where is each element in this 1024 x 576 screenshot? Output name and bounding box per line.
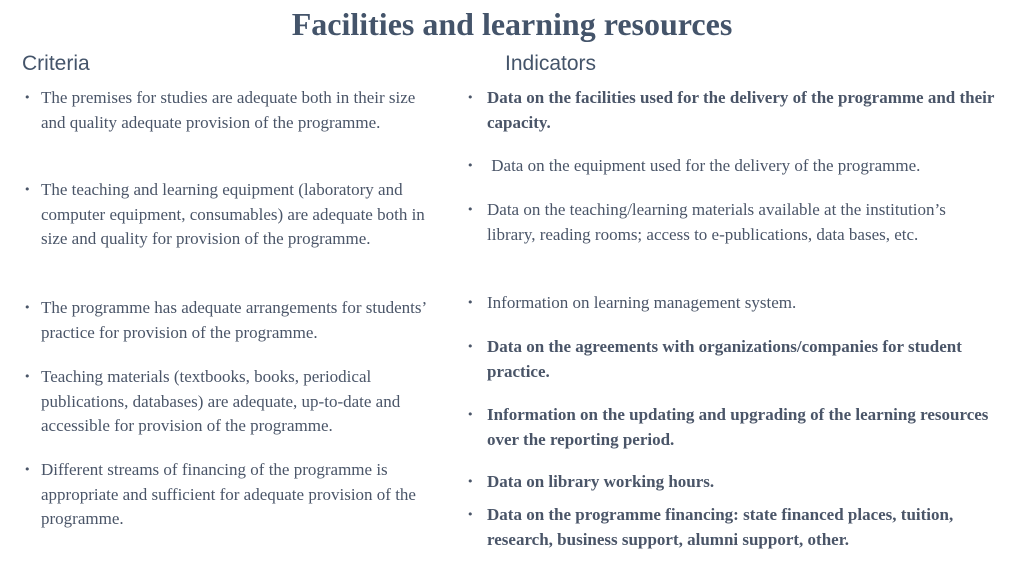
- page-title: Facilities and learning resources: [291, 6, 733, 42]
- bullet-icon: •: [467, 475, 474, 488]
- bullet-icon: •: [24, 463, 31, 476]
- bullet-icon: •: [24, 183, 31, 196]
- bullet-icon: •: [467, 508, 474, 521]
- indicators-heading: Indicators: [505, 52, 597, 75]
- bullet-icon: •: [467, 203, 474, 216]
- indicator-text: Data on library working hours.: [487, 472, 715, 491]
- bullet-icon: •: [467, 91, 474, 104]
- indicator-text: Data on the agreements with organizations/companies for student practice.: [487, 337, 962, 381]
- bullet-icon: •: [24, 91, 31, 104]
- indicator-text: Data on the programme financing: state financed places, tuition, research, business support, alumni support, other.: [487, 505, 954, 549]
- indicator-item: [467, 503, 997, 552]
- indicator-item: [467, 198, 997, 247]
- bullet-icon: •: [467, 159, 474, 172]
- criteria-text: Teaching materials (textbooks, books, periodical publications, databases) are adequate, up-to-date and accessible for provision of the programme.: [41, 367, 401, 435]
- indicator-text: Information on learning management system.: [487, 293, 797, 312]
- criteria-text: The premises for studies are adequate both in their size and quality adequate provision of the programme.: [41, 88, 416, 132]
- indicator-text: Information on the updating and upgrading of the learning resources over the reporting period.: [487, 405, 989, 449]
- bullet-icon: •: [467, 340, 474, 353]
- criteria-item: [24, 178, 441, 252]
- criteria-item: [24, 86, 441, 135]
- indicator-item: [467, 470, 997, 495]
- indicator-text: Data on the teaching/learning materials available at the institution’s library, reading rooms; access to e-publications, data bases, etc.: [487, 200, 946, 244]
- indicator-item: [467, 403, 997, 452]
- bullet-icon: •: [467, 296, 474, 309]
- indicator-item: [467, 154, 997, 179]
- indicator-item: [467, 86, 997, 135]
- bullet-icon: •: [24, 301, 31, 314]
- criteria-text: The programme has adequate arrangements for students’ practice for provision of the programme.: [41, 298, 426, 342]
- indicator-text: Data on the facilities used for the delivery of the programme and their capacity.: [487, 88, 995, 132]
- criteria-item: [24, 365, 441, 439]
- criteria-text: The teaching and learning equipment (laboratory and computer equipment, consumables) are adequate both in size and quality for provision of the programme.: [41, 180, 425, 248]
- criteria-item: [24, 458, 441, 532]
- bullet-icon: •: [24, 370, 31, 383]
- indicator-item: [467, 291, 997, 316]
- criteria-item: [24, 296, 441, 345]
- indicator-item: [467, 335, 997, 384]
- criteria-heading: Criteria: [22, 52, 90, 75]
- indicator-text: Data on the equipment used for the delivery of the programme.: [487, 156, 921, 175]
- criteria-text: Different streams of financing of the programme is appropriate and sufficient for adequate provision of the programme.: [41, 460, 416, 528]
- bullet-icon: •: [467, 408, 474, 421]
